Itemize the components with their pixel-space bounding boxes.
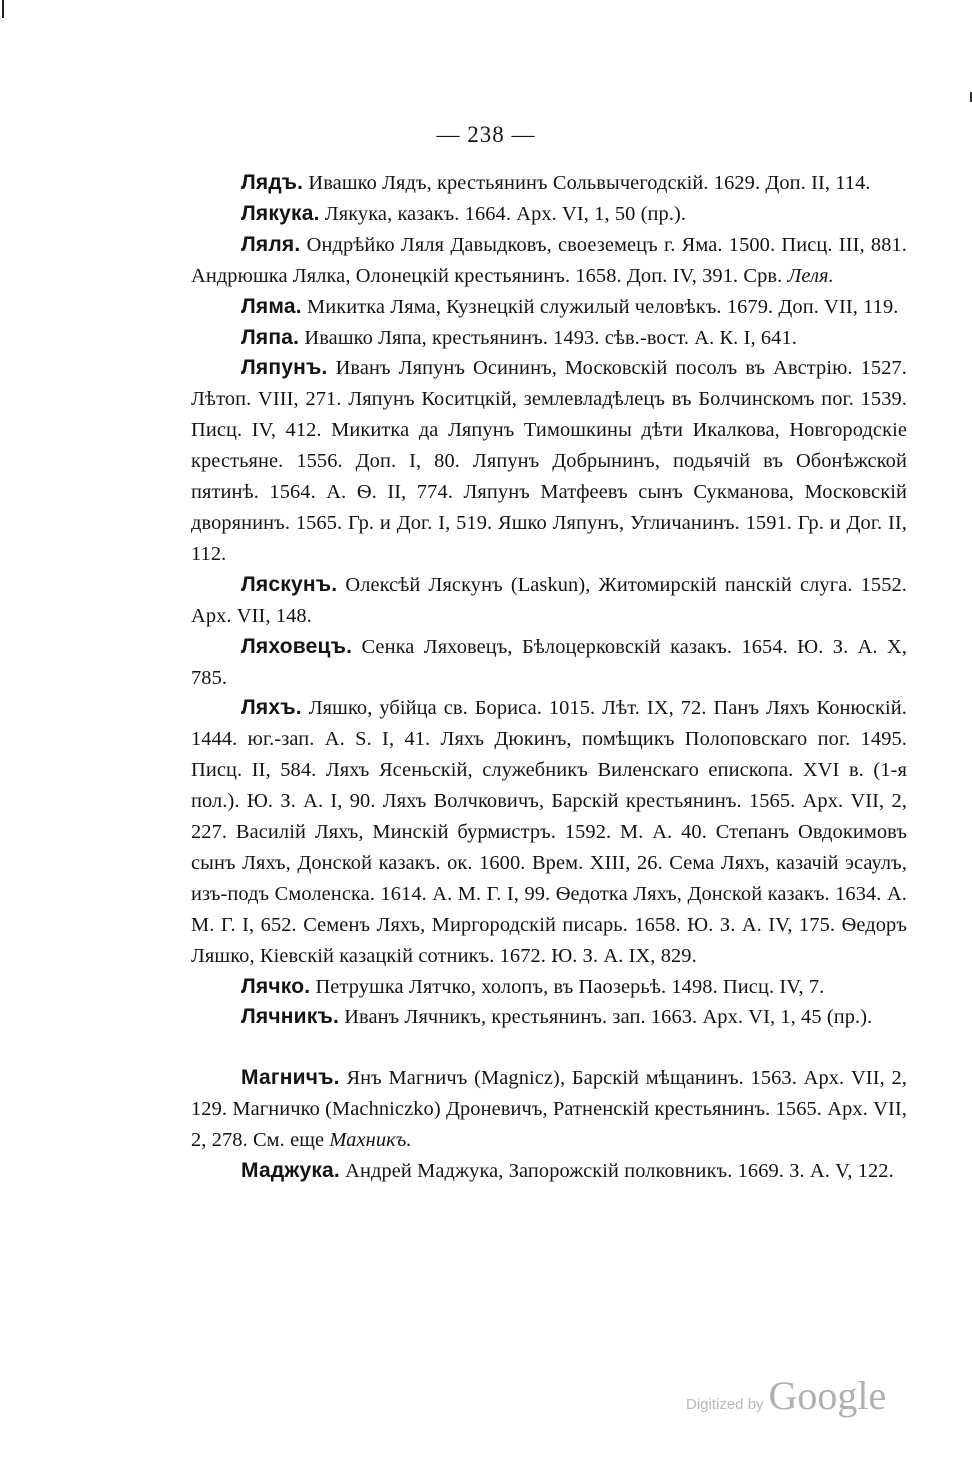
entry-lyad (191, 168, 907, 199)
entry-lyapa (191, 323, 907, 354)
entry-lyachnik (191, 1002, 907, 1033)
entry-lyalya (191, 230, 907, 292)
headword: Лячникъ. (241, 1005, 340, 1029)
entry-lyakuka (191, 199, 907, 230)
headword: Ляля. (241, 232, 301, 256)
digitized-watermark (686, 1372, 886, 1419)
page-edge-mark (2, 0, 4, 18)
entry-body: Микитка Ляма, Кузнецкій служилый человѣкъ. 1679. Доп. VII, 119. (301, 295, 899, 318)
entry-body: Ляшко, убійца св. Бориса. 1015. Лѣт. IX, 72. Панъ Ляхъ Конюскій. 1444. юг.-зап. А. S. I, 41. Ляхъ Дюкинъ, помѣщикъ Полоповскаго пог. 1495. Писц. II, 584. Ляхъ Ясеньскій, служебникъ Виленскаго епископа. XVI в. (1-я пол.). Ю. З. А. I, 90. Ляхъ Волчковичъ, Барскій крестьянинъ. 1565. Арх. VII, 2, 227. Василій Ляхъ, Минскій бурмистръ. 1592. М. А. 40. Степанъ Овдокимовъ сынъ Ляхъ, Донской казакъ. ок. 1600. Врем. XIII, 26. Сема Ляхъ, казачій эсаулъ, изъ-подъ Смоленска. 1614. А. М. Г. I, 99. Ѳедотка Ляхъ, Донской казакъ. 1634. А. М. Г. I, 652. Семенъ Ляхъ, Миргородскій писарь. 1658. Ю. З. А. IV, 175. Ѳедоръ Ляшко, Кіевскій казацкій сотникъ. 1672. Ю. З. А. IX, 829. (191, 697, 907, 967)
google-logo: Google (768, 1373, 887, 1418)
headword: Лякука. (241, 201, 320, 225)
entry-madzhuka (191, 1156, 907, 1187)
headword: Маджука. (241, 1159, 340, 1183)
entry-lyachko (191, 972, 907, 1003)
headword: Лячко. (241, 974, 311, 998)
headword: Ляпа. (241, 325, 300, 349)
headword: Ляховецъ. (241, 634, 353, 658)
dictionary-text (191, 168, 907, 1187)
cross-reference: Махникъ. (329, 1129, 412, 1152)
entry-body: Петрушка Лятчко, холопъ, въ Паозерьѣ. 1498. Писц. IV, 7. (310, 975, 825, 998)
headword: Лядъ. (241, 171, 304, 194)
cross-reference: Леля. (787, 264, 834, 287)
headword: Ляхъ. (241, 696, 302, 720)
entry-body: Янъ Магничъ (Magnicz), Барскій мѣщанинъ. 1563. Арх. VII, 2, 129. Магничко (Machniczko) Дроневичъ, Ратненскій крестьянинъ. 1565. Арх. VII, 2, 278. См. еще (191, 1067, 907, 1152)
headword: Ляпунъ. (241, 356, 328, 380)
entry-body: Сенка Ляховецъ, Бѣлоцерковскій казакъ. 1654. Ю. З. А. X, 785. (191, 635, 907, 689)
entry-lyakhovets (191, 632, 907, 694)
entry-body: Ивашко Лядъ, крестьянинъ Сольвычегодскій. 1629. Доп. II, 114. (303, 172, 871, 194)
entry-body: Олексѣй Ляскунъ (Laskun), Житомирскій панскій слуга. 1552. Арх. VII, 148. (191, 573, 907, 627)
entry-body: Андрей Маджука, Запорожскій полковникъ. 1669. З. А. V, 122. (339, 1160, 894, 1183)
entry-body: Лякука, казакъ. 1664. Арх. VI, 1, 50 (пр.). (319, 202, 687, 225)
entry-lyapun (191, 353, 907, 569)
headword: Магничъ. (241, 1066, 340, 1090)
entry-lyaskun (191, 570, 907, 632)
entry-magnich (191, 1063, 907, 1156)
entry-body: Иванъ Лячникъ, крестьянинъ. зап. 1663. Арх. VI, 1, 45 (пр.). (339, 1006, 873, 1029)
entry-lyakh (191, 693, 907, 971)
page-number: — 238 — (436, 122, 536, 147)
headword: Ляскунъ. (241, 572, 338, 596)
entry-body: Иванъ Ляпунъ Осининъ, Московскій посолъ въ Австрію. 1527. Лѣтоп. VIII, 271. Ляпунъ Коситцкій, землевладѣлецъ въ Болчинскомъ пог. 1539. Писц. IV, 412. Микитка да Ляпунъ Тимошкины дѣти Икалкова, Новгородскіе крестьяне. 1556. Доп. I, 80. Ляпунъ Добрынинъ, подьячій въ Обонѣжской пятинѣ. 1564. А. Ѳ. II, 774. Ляпунъ Матфеевъ сынъ Сукманова, Московскій дворянинъ. 1565. Гр. и Дог. I, 519. Яшко Ляпунъ, Угличанинъ. 1591. Гр. и Дог. II, 112. (191, 357, 907, 565)
headword: Ляма. (241, 294, 302, 318)
entry-lyama (191, 292, 907, 323)
watermark-prefix: Digitized by (686, 1396, 764, 1413)
entry-body: Ивашко Ляпа, крестьянинъ. 1493. сѣв.-вост. А. К. I, 641. (299, 326, 797, 349)
entry-body: Ондрѣйко Ляля Давыдковъ, своеземецъ г. Яма. 1500. Писц. III, 881. Андрюшка Лялка, Олонецкій крестьянинъ. 1658. Доп. IV, 391. Срв. (191, 233, 907, 287)
